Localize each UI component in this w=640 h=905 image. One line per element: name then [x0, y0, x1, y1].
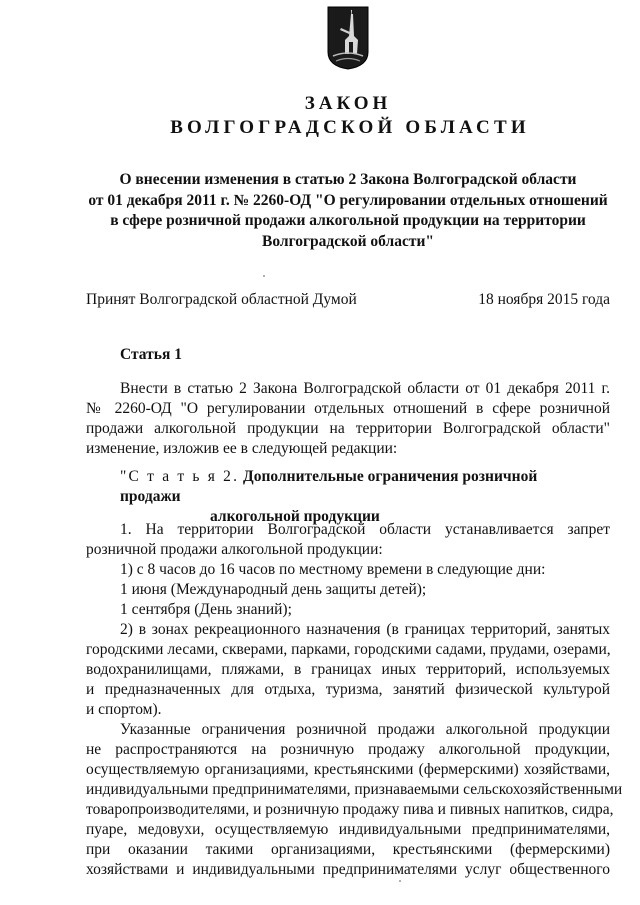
article-2-body [86, 520, 623, 880]
subject-line: в сфере розничной продажи алкогольной продукции на территории [110, 212, 586, 229]
body-line: хозяйствами и индивидуальными предпринимателями услуг общественного [86, 861, 610, 878]
article-1-line: продажи алкогольной продукции на территории Волгоградской области" [86, 420, 610, 437]
body-line: 1. На территории Волгоградской области устанавливается запрет [120, 521, 610, 538]
body-line: Указанные ограничения розничной продажи алкогольной продукции [120, 721, 610, 738]
body-line: при оказании такими организациями, крестьянскими (фермерскими) [86, 841, 610, 858]
body-line: 1 сентября (День знаний); [120, 601, 292, 618]
body-line: водохранилищами, пляжами, в границах иных территорий, используемых [86, 661, 610, 678]
body-line: 2) в зонах рекреационного назначения (в границах территорий, занятых [120, 621, 610, 638]
body-line: не распространяются на розничную продажу алкогольной продукции, [86, 741, 610, 758]
article-2-title-line2: алкогольной продукции [210, 508, 380, 525]
body-line: пуаре, медовухи, осуществляемую индивидуальными предпринимателями, [86, 821, 610, 838]
body-line: осуществляемую организациями, крестьянскими (фермерскими) хозяйствами, [86, 761, 610, 778]
scan-speck [263, 275, 265, 277]
article-1-line: № 2260-ОД "О регулировании отдельных отношений в сфере розничной [86, 400, 610, 417]
adoption-date: 18 ноября 2015 года [478, 291, 610, 308]
article-1-text [86, 379, 610, 459]
article-2-prefix: "С т а т ь я 2. [120, 468, 240, 485]
body-line: городскими лесами, скверами, парками, городскими садами, прудами, озерами, [86, 641, 611, 658]
subject-line: Волгоградской области" [262, 232, 434, 250]
body-line: розничной продажи алкогольной продукции: [86, 541, 383, 558]
scan-speck [399, 880, 401, 882]
coat-of-arms-icon [327, 6, 369, 70]
body-line: и спортом). [86, 701, 162, 718]
body-line: индивидуальными предпринимателями, признаваемыми сельскохозяйственными [86, 781, 623, 798]
law-title: ЗАКОН [304, 93, 392, 114]
body-line: 1 июня (Международный день защиты детей); [120, 581, 427, 598]
body-line: 1) с 8 часов до 16 часов по местному времени в следующие дни: [120, 561, 546, 578]
body-line: товаропроизводителями, и розничную продажу пива и пивных напитков, сидра, [86, 801, 614, 818]
subject-line: О внесении изменения в статью 2 Закона Волгоградской области [119, 171, 577, 188]
adoption-body: Принят Волгоградской областной Думой [86, 291, 357, 308]
subject-line: от 01 декабря 2011 г. № 2260-ОД "О регулировании отдельных отношений [88, 191, 608, 209]
article-1-heading: Статья 1 [120, 346, 182, 363]
article-2-heading [120, 467, 600, 527]
article-1-line: изменение, изложив ее в следующей редакции: [86, 440, 398, 457]
law-subject [86, 170, 610, 252]
article-1-line: Внести в статью 2 Закона Волгоградской области от 01 декабря 2011 г. [120, 380, 610, 397]
law-region-title: ВОЛГОГРАДСКОЙ ОБЛАСТИ [170, 117, 530, 138]
body-line: и предназначенных для отдыха, туризма, занятий физической культурой [86, 681, 610, 698]
article-2-title-line1: Дополнительные ограничения розничной продажи [120, 468, 538, 505]
